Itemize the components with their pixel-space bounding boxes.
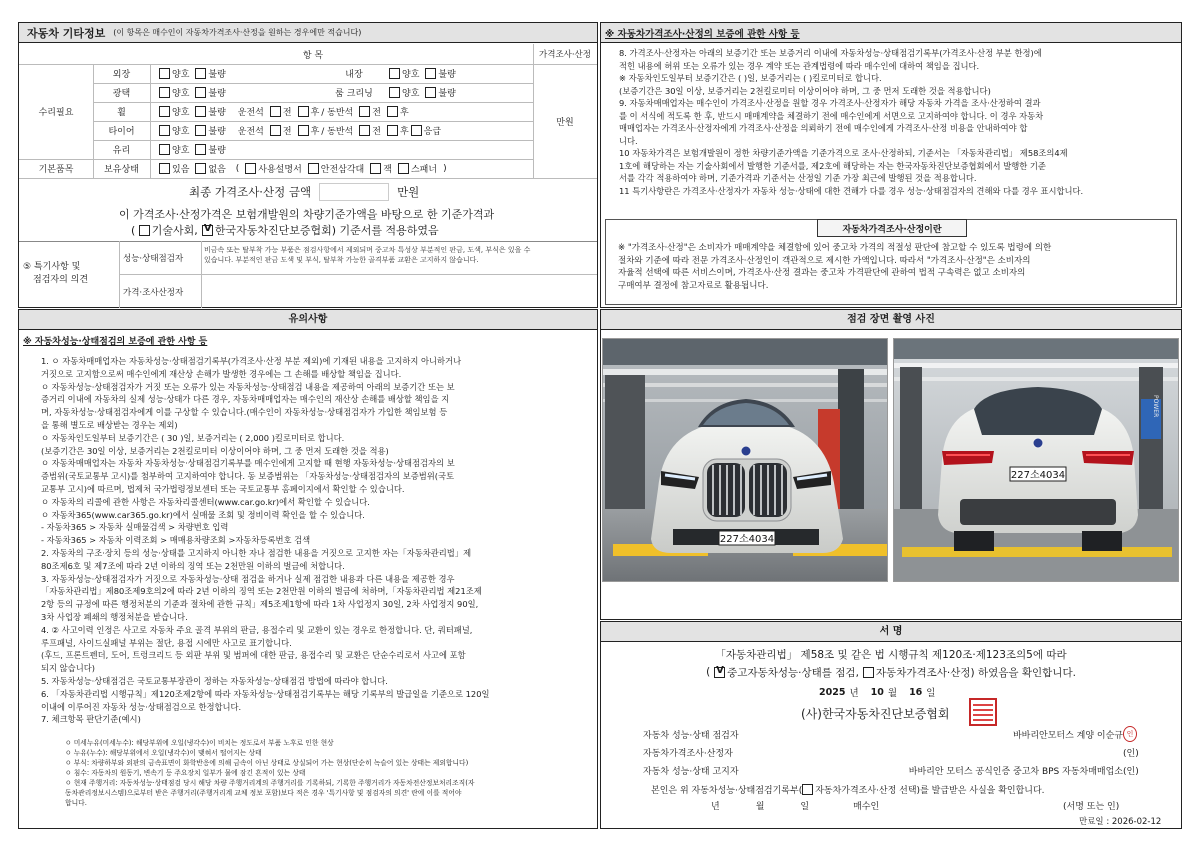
wheel-driver-rear-checkbox[interactable] xyxy=(298,106,309,117)
tire-bad-checkbox[interactable] xyxy=(195,125,206,136)
notes-text xyxy=(41,355,597,726)
expiry-date: 만료일 : 2026-02-12 xyxy=(1079,817,1162,827)
text-line: 거짓으로 고지함으로써 매수인에게 재산상 손해가 발생한 경우에는 그 손해를 배상할 책임을 집니다. xyxy=(41,368,402,379)
text-line: ㅇ 현재 주행거리: 자동차성능·상태점검 당시 해당 차량 주행거리계의 주행거리를 기록하되, 기록한 주행거리가 자동차전산정보처리조직(자 xyxy=(65,779,475,787)
wheel-good-checkbox[interactable] xyxy=(159,106,170,117)
notes-criteria-text xyxy=(65,738,595,808)
wheel-passenger-rear-checkbox[interactable] xyxy=(387,106,398,117)
text-line: 3차 사업장 폐쇄의 행정처분을 받습니다. xyxy=(41,611,188,622)
text-line: ㅇ 자동차인도일부터 보증기간은 ( 30 )일, 보증거리는 ( 2,000 )킬로미터로 합니다. xyxy=(41,432,345,443)
jack-checkbox[interactable] xyxy=(370,163,381,174)
text-line: - 자동차365 > 자동차 실매물검색 > 차량번호 입력 xyxy=(41,522,229,533)
spanner-checkbox[interactable] xyxy=(398,163,409,174)
wheel-passenger-front-checkbox[interactable] xyxy=(359,106,370,117)
text-line: 를 이 서식에 적도록 한 후, 반드시 매매계약을 체결하기 전에 매수인에게 서면으로 고지하여야 합니다. 이 경우 자동차 xyxy=(619,110,1044,121)
repair-group-label: 수리필요 xyxy=(38,108,74,118)
final-amount-unit: 만원 xyxy=(397,185,420,199)
row-label-gloss: 광택 xyxy=(112,89,131,99)
special-appraiser-label: 가격·조사산정자 xyxy=(123,287,184,298)
rear-photo xyxy=(893,338,1179,582)
wheel-driver-front-checkbox[interactable] xyxy=(270,106,281,117)
text-line: ㅇ 부식: 차량하부와 외판의 금속표면이 화학반응에 의해 금속이 아닌 상태로 상실되어 가는 현상(단순히 녹슬어 있는 상태는 제외합니다) xyxy=(65,759,469,767)
basic-items-label: 기본품목 xyxy=(38,165,74,175)
text-line: 1호에 해당하는 자는 기술사회에서 발행한 기준서를, 제2호에 해당하는 자는 한국자동차진단보증협회에서 발행한 기준 xyxy=(619,160,1046,171)
text-line: ㅇ 자동차매매업자는 자동차 자동차성능·상태점검기록부를 매수인에게 고지할 때 현행 자동차성능·상태점검자의 보 xyxy=(41,458,455,469)
signer-role-label: 자동차 성능·상태 점검자 xyxy=(643,730,739,741)
text-line: 6. 「자동차관리법 시행규칙」제120조제2항에 따라 자동차성능·상태점검기록부는 해당 기록부의 발급일을 기준으로 120일 xyxy=(41,688,490,699)
special-notes-label: ⑤ 특기사항 및 점검자의 의견 xyxy=(23,262,89,285)
signer-role-label: 자동차 성능·상태 고지자 xyxy=(643,766,739,777)
text-line: ㅇ 누유(누수): 해당부위에서 오일(냉각수)이 맺혀서 떨어지는 상태 xyxy=(65,749,262,757)
tire-passenger-rear-checkbox[interactable] xyxy=(387,125,398,136)
buyer-price-appraisal-checkbox[interactable] xyxy=(802,784,813,795)
text-line: ㅇ 침수: 자동차의 원동기, 변속기 등 주요장치 일부가 물에 잠긴 흔적이 있는 상태 xyxy=(65,769,306,777)
price-warranty-section xyxy=(600,22,1182,308)
price-warranty-header: ※ 자동차가격조사·산정의 보증에 관한 사항 등 xyxy=(601,23,1181,43)
signature-law-line: 「자동차관리법」 제58조 및 같은 법 시행규칙 제120조·제123조의5에 따라 xyxy=(715,648,1067,661)
buyer-label: 매수인 xyxy=(853,801,880,812)
text-line: 5. 자동차성능·상태점검은 국토교통부장관이 정하는 자동차성능·상태점검 방법에 따라야 합니다. xyxy=(41,675,388,686)
price-definition-title-box: 자동차가격조사·산정이란 xyxy=(817,219,967,237)
text-line: 교통부 고시)에 따르며, 법제처 국가법령정보센터 또는 국토교통부 홈페이지에서 확인할 수 있습니다. xyxy=(41,483,405,494)
text-line: (후드, 프론트펜더, 도어, 트렁크리드 등 외판 부위 및 범퍼에 대한 판금, 용접수리 및 교환은 단순수리로서 사고에 포함 xyxy=(41,650,466,661)
text-line: 적힌 내용에 허위 또는 오류가 있는 경우 계약 또는 관계법령에 따라 매수인에 대하여 책임을 집니다. xyxy=(619,60,980,71)
exterior-bad-checkbox[interactable] xyxy=(195,68,206,79)
row-label-wheel: 휠 xyxy=(117,108,126,118)
text-line: 8. 가격조사·산정자는 아래의 보증기간 또는 보증거리 이내에 자동차성능·상태점검기록부(가격조사·산정 부분 한정)에 xyxy=(619,48,1042,58)
special-inspector-label: 성능·상태점검자 xyxy=(123,253,184,264)
other-info-subtitle: (이 항목은 매수인이 자동차가격조사·산정을 원하는 경우에만 적습니다) xyxy=(113,28,362,37)
photo-header: 점검 장면 촬영 사진 xyxy=(601,310,1181,330)
text-line: ㅇ 자동차성능·상태점검자가 거짓 또는 오류가 있는 자동차성능·상태점검 내용을 제공하여 아래의 보증기간 또는 보 xyxy=(41,381,455,392)
row-label-glass: 유리 xyxy=(112,146,131,156)
final-amount-input[interactable] xyxy=(319,183,389,201)
front-photo xyxy=(602,338,888,582)
rear-plate-text: 227소4034 xyxy=(1010,470,1066,481)
other-info-section: 자동차 기타정보 (이 항목은 매수인이 자동차가격조사·산정을 원하는 경우에만 적습니다) 항 목 가격조사·산정 수리필요 만원 외장 양호 불량 내장 양호 불량 광택 양호 불량 룸 크리닝 양호 불량 휠 양호 불량 운전석 전 후 / 동반석 전 후 타이어 양호 불량 운전석 전 후 / 동반석 전 후 응급 유리 양호 불량 기본품목 보유상태 있음 없음 ( 사용설명서 안전삼각대 잭 스패너 ) 최종 가격조사·산정 금액 만원 이 가격조사·산정가격은 보험개발원의 차량기준가액을 바탕으로 한 기준가격과 ( 기술사회, V 한국자동차진단보증협회) 기준서를 적용하였음 ⑤ 특기사항 및 점검자의 의견 성능·상태점검자 비금속 또는 탈부착 가능 부품은 점검사항에서 제외되며 중고차 특성상 부분적인 판금, 도색, 부식은 있을 수 있습니다. 부분적인 판금 도색 및 부식, 탈부착 가능한 골격부품 교환은 고지하지 않습니다. 가격·조사산정자 xyxy=(18,22,598,308)
text-line: 80조제6호 및 제7조에 따라 2년 이하의 징역 또는 2천만원 이하의 벌금에 처합니다. xyxy=(41,560,345,571)
signature-confirm-line: ( V 중고자동차성능·상태를 점검, 자동차가격조사·산정) 하였음을 확인합니다. xyxy=(601,664,1181,680)
text-line: ㅇ 자동차의 리콜에 관한 사항은 자동차리콜센터(www.car.go.kr)에서 확인할 수 있습니다. xyxy=(41,496,370,507)
text-line: 절차와 기준에 따라 전문 가격조사·산정인이 객관적으로 제시한 가액입니다. 따라서 "가격조사·산정"은 소비자의 xyxy=(618,255,1031,266)
basic-state-label: 보유상태 xyxy=(104,165,139,175)
interior-bad-checkbox[interactable] xyxy=(425,68,436,79)
text-line: 니다. xyxy=(619,135,638,146)
seal-placeholder[interactable]: (인) xyxy=(1123,766,1139,777)
price-definition-text xyxy=(618,242,1174,292)
interior-good-checkbox[interactable] xyxy=(389,68,400,79)
gloss-bad-checkbox[interactable] xyxy=(195,87,206,98)
text-line: 서를 각각 적용하여야 하며, 기준가격과 기준서는 산정일 기준 가장 최근에 발행된 것을 적용합니다. xyxy=(619,173,977,183)
text-line: (보증기간은 30일 이상, 보증거리는 2천킬로미터 이상이어야 하며, 그 중 먼저 도래한 것을 적용합니다) xyxy=(619,85,991,96)
tire-emergency-checkbox[interactable] xyxy=(411,125,422,136)
text-line: 며, 자동차성능·상태점검자에게 이를 구상할 수 있습니다.(매수인이 자동차성능·상태점검자가 가입한 책임보험 등 xyxy=(41,407,448,418)
tire-driver-front-checkbox[interactable] xyxy=(270,125,281,136)
notes-header: 유의사항 xyxy=(19,310,597,330)
final-amount-label: 최종 가격조사·산정 금액 xyxy=(189,185,312,199)
row-label-room-clean: 룸 크리닝 xyxy=(335,89,373,99)
seal-placeholder[interactable]: (인) xyxy=(1123,748,1139,759)
text-line: 「자동차관리법」제80조제9호의2에 따라 2년 이하의 징역 또는 2천만원 이하의 벌금에 처하며,「자동차관리법 제21조제 xyxy=(41,586,482,597)
text-line: 매매업자는 가격조사·산정자에게 가격조사·산정을 의뢰하기 전에 매수인에게 가격조사·산정 비용을 안내하여야 합 xyxy=(619,123,1028,133)
text-line: 자율적 선택에 따른 서비스이며, 가격조사·산정 결과는 중고차 가격판단에 관하여 법적 구속력은 없고 소비자의 xyxy=(618,268,1026,278)
exterior-good-checkbox[interactable] xyxy=(159,68,170,79)
buyer-confirm-line: 본인은 위 자동차성능·상태점검기록부( 자동차가격조사·산정 선택)를 발급받은 사실을 확인합니다. xyxy=(651,785,1045,796)
tech-society-checkbox[interactable] xyxy=(139,225,150,236)
signature-date: 2025 년 10 월 16 일 xyxy=(819,686,936,699)
text-line: 증거리 이내에 자동차의 실제 성능·상태가 다른 경우, 자동차매매업자는 매수인의 재산상 손해를 배상할 책임을 지 xyxy=(41,394,450,405)
basis-text: 이 가격조사·산정가격은 보험개발원의 차량기준가액을 바탕으로 한 기준가격과 xyxy=(119,208,495,221)
text-line: ※ 자동차인도일부터 보증기간은 ( )일, 보증거리는 ( )킬로미터로 합니다. xyxy=(619,73,882,83)
front-plate-text: 227소4034 xyxy=(719,534,775,545)
room-clean-bad-checkbox[interactable] xyxy=(425,87,436,98)
text-line: 증범위(국토교통부 고시)를 첨부하여 고지하여야 합니다. 동 보증범위는 「자동차성능·상태점검자의 보증범위(국토 xyxy=(41,471,455,482)
photo-section xyxy=(600,309,1182,620)
basic-yes-checkbox[interactable] xyxy=(159,163,170,174)
front-car-image xyxy=(603,339,888,582)
text-line: ※ "가격조사·산정"은 소비자가 매매계약을 체결함에 있어 중고차 가격의 적절성 판단에 참고할 수 있도록 법령에 의한 xyxy=(618,243,1052,253)
text-line: 9. 자동차매매업자는 매수인이 가격조사·산정을 원할 경우 가격조사·산정자가 해당 자동차 가격을 조사·산정하여 결과 xyxy=(619,98,1041,108)
text-line: 11 특기사항란은 가격조사·산정자가 자동차 성능·상태에 대한 견해가 다를 경우 성능·상태점검자의 견해와 다를 경우 표시합니다. xyxy=(619,185,1084,196)
price-unit-label: 만원 xyxy=(556,117,574,128)
tire-passenger-front-checkbox[interactable] xyxy=(359,125,370,136)
item-header: 항 목 xyxy=(302,50,324,61)
signature-section xyxy=(600,621,1182,829)
price-header: 가격조사·산정 xyxy=(539,50,591,60)
row-label-tire: 타이어 xyxy=(108,127,135,137)
text-line: - 자동차365 > 자동차 이력조회 > 매매용차량조회 >자동차등록번호 검색 xyxy=(41,535,311,546)
text-line: 4. ② 사고이력 인정은 사고로 자동차 주요 골격 부위의 판금, 용접수리 및 교환이 있는 경우로 한정합니다. 단, 쿼터패널, xyxy=(41,624,473,635)
notes-section xyxy=(18,309,598,829)
text-line: 루프패널, 사이드실패널 부위는 절단, 용접 시에만 사고로 표기합니다. xyxy=(41,637,292,648)
glass-bad-checkbox[interactable] xyxy=(195,144,206,155)
rear-car-image xyxy=(894,339,1179,582)
text-line: 2. 자동차의 구조·장치 등의 성능·상태를 고지하지 아니한 자나 점검한 내용을 거짓으로 고지한 자는「자동차관리법」제 xyxy=(41,547,472,558)
special-inspector-text: 비금속 또는 탈부착 가능 부품은 점검사항에서 제외되며 중고차 특성상 부분적인 판금, 도색, 부식은 있을 수 있습니다. 부분적인 판금 도색 및 부식, 탈부착 가능한 골격부품 교환은 고지하지 않습니다. xyxy=(204,246,531,264)
signer-name: 바바리안 모터스 공식인증 중고차 BPS 자동차매매업소 xyxy=(908,766,1123,777)
text-line: 10 자동차가격은 보험개발원이 정한 차량기준가액을 기준가격으로 조사·산정하되, 기준서는 「자동차관리법」 제58조의4제 xyxy=(619,148,1068,158)
buyer-date-line: 년 월 일 매수인 xyxy=(711,798,879,812)
text-line: 3. 자동차성능·상태점검자가 거짓으로 자동차성능·상태 점검을 하거나 실제 점검한 내용과 다른 내용을 제공한 경우 xyxy=(41,573,455,584)
text-line: 이내에 이루어진 자동차 성능·상태점검으로 한정합니다. xyxy=(41,701,242,712)
text-line: 을 통해 별도로 배상받는 경우는 제외) xyxy=(41,419,178,430)
tire-good-checkbox[interactable] xyxy=(159,125,170,136)
signature-org: (사)한국자동차진단보증협회 xyxy=(801,706,950,721)
text-line: ㅇ 자동차365(www.car365.go.kr)에서 실매물 조회 및 정비이력 확인을 할 수 있습니다. xyxy=(41,509,365,520)
gloss-good-checkbox[interactable] xyxy=(159,87,170,98)
used-car-inspection-checkbox[interactable] xyxy=(714,667,725,678)
text-line: 되지 않습니다) xyxy=(41,663,95,674)
row-label-interior: 내장 xyxy=(345,70,363,80)
text-line: 7. 체크항목 판단기준(예시) xyxy=(41,714,141,725)
signature-header: 서 명 xyxy=(601,622,1181,642)
text-line: 합니다. xyxy=(65,799,87,807)
inspector-seal[interactable]: 인 xyxy=(1123,726,1137,742)
triangle-checkbox[interactable] xyxy=(308,163,319,174)
kaida-checkbox[interactable] xyxy=(202,225,213,236)
text-line: 2항 등의 규정에 따른 행정처분의 기준과 절차에 관한 규칙」제5조제1항에 따라 1차 사업정지 30일, 2차 사업정지 90일, xyxy=(41,599,479,610)
signer-name: 바바리안모터스 계양 이순규 xyxy=(1012,730,1123,741)
room-clean-good-checkbox[interactable] xyxy=(389,87,400,98)
lift-label: POWER xyxy=(1152,395,1159,418)
text-line: 동차관리정보시스템)으로부터 받은 주행거리(주행거리계 교체 정보 포함)보다 적은 경우 '특기사항 및 점검자의 의견' 란에 이를 적어야 xyxy=(65,789,462,797)
other-info-header xyxy=(19,23,597,43)
manual-checkbox[interactable] xyxy=(245,163,256,174)
buyer-sign-field[interactable]: (서명 또는 인) xyxy=(1063,801,1120,812)
row-label-exterior: 외장 xyxy=(112,70,131,80)
other-info-title: 자동차 기타정보 xyxy=(27,26,106,40)
glass-good-checkbox[interactable] xyxy=(159,144,170,155)
tire-driver-rear-checkbox[interactable] xyxy=(298,125,309,136)
text-line: 구매여부 결정에 참고자료로 활용됩니다. xyxy=(618,280,769,291)
text-line: (보증기간은 30일 이상, 보증거리는 2천킬로미터 이상이어야 하며, 그 중 먼저 도래한 것을 적용) xyxy=(41,445,389,456)
wheel-bad-checkbox[interactable] xyxy=(195,106,206,117)
text-line: ㅇ 미세누유(미세누수): 해당부위에 오일(냉각수)이 비치는 정도로서 부품 노후로 인한 현상 xyxy=(65,739,334,747)
basic-no-checkbox[interactable] xyxy=(195,163,206,174)
text-line: 1. ㅇ 자동차매매업자는 자동차성능·상태점검기록부(가격조사·산정 부분 제외)에 기재된 내용을 고지하지 아니하거나 xyxy=(41,356,462,366)
org-seal xyxy=(969,698,997,726)
price-appraisal-checkbox[interactable] xyxy=(863,667,874,678)
price-warranty-text xyxy=(619,47,1179,197)
price-definition-box xyxy=(605,219,1177,305)
notes-title: ※ 자동차성능·상태점검의 보증에 관한 사항 등 xyxy=(23,337,208,347)
signer-role-label: 자동차가격조사·산정자 xyxy=(643,748,733,759)
